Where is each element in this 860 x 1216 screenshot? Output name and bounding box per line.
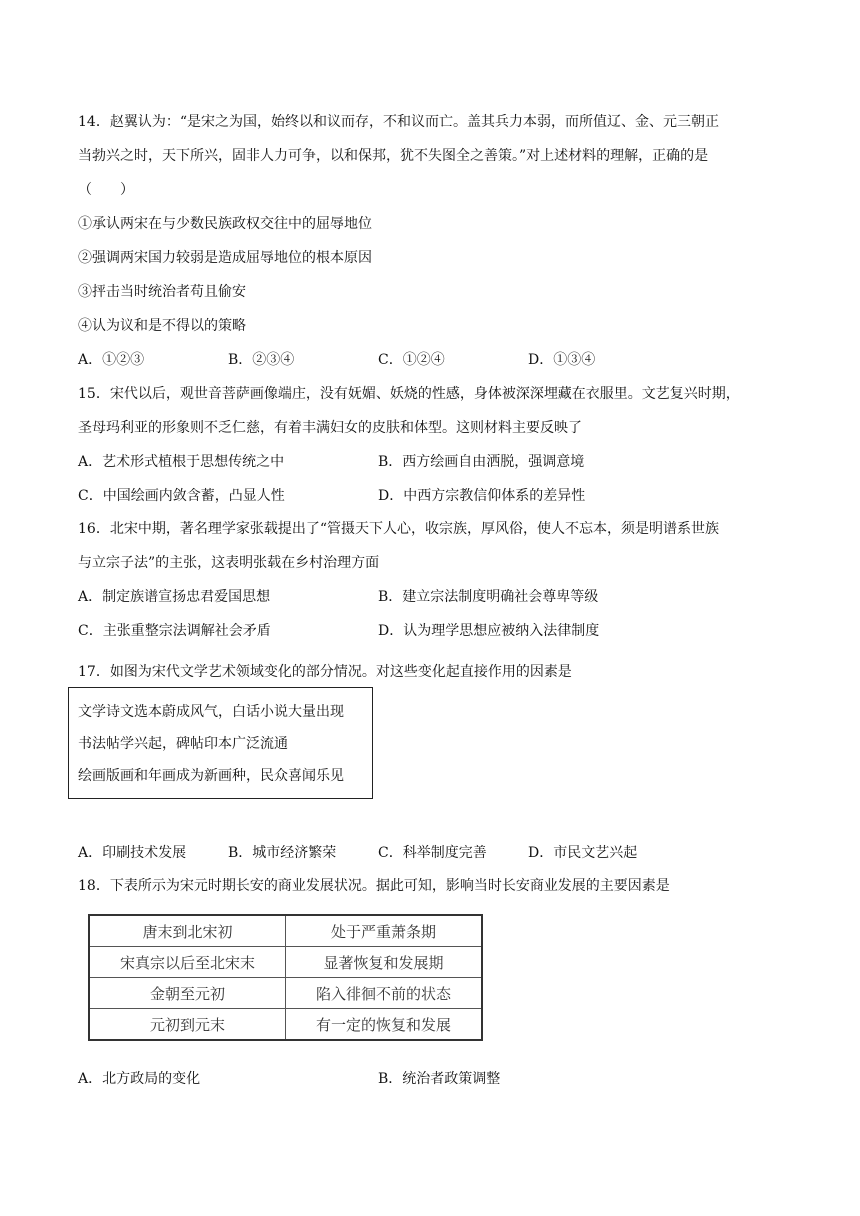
q14-option-c: C．①②④	[378, 352, 445, 368]
q17-box-line-3: 绘画版画和年画成为新画种，民众喜闻乐见	[78, 768, 344, 784]
q15-option-b: B．西方绘画自由洒脱，强调意境	[378, 454, 585, 470]
q14-stem-line2: 当勃兴之时，天下所兴，固非人力可争，以和保邦，犹不失图全之善策。”对上述材料的理解，正确的是	[78, 148, 709, 164]
table-cell-status: 显著恢复和发展期	[286, 947, 483, 978]
q16-option-c: C．主张重整宗法调解社会矛盾	[78, 623, 271, 639]
q15-option-a: A．艺术形式植根于思想传统之中	[78, 454, 285, 470]
q15-stem-line2: 圣母玛利亚的形象则不乏仁慈，有着丰满妇女的皮肤和体型。这则材料主要反映了	[78, 420, 582, 436]
q17-option-c: C．科举制度完善	[378, 845, 487, 861]
table-cell-status: 陷入徘徊不前的状态	[286, 978, 483, 1009]
q14-item-1: ①承认两宋在与少数民族政权交往中的屈辱地位	[78, 216, 372, 232]
q17-stem-line1: 17．如图为宋代文学艺术领域变化的部分情况。对这些变化起直接作用的因素是	[78, 664, 572, 680]
table-cell-status: 处于严重萧条期	[286, 915, 483, 947]
table-cell-period: 金朝至元初	[89, 978, 286, 1009]
q17-box-line-2: 书法帖学兴起，碑帖印本广泛流通	[78, 736, 288, 752]
q14-option-a: A．①②③	[78, 352, 145, 368]
q17-material-box	[68, 687, 373, 799]
q18-option-b: B．统治者政策调整	[378, 1071, 501, 1087]
table-cell-period: 唐末到北宋初	[89, 915, 286, 947]
q16-stem-line2: 与立宗子法”的主张，这表明张载在乡村治理方面	[78, 555, 380, 571]
table-cell-period: 元初到元末	[89, 1009, 286, 1041]
table-row	[89, 978, 482, 1009]
q14-item-4: ④认为议和是不得以的策略	[78, 318, 246, 334]
q16-option-d: D．认为理学思想应被纳入法律制度	[378, 623, 600, 639]
q16-stem-line1: 16．北宋中期，著名理学家张载提出了“管摄天下人心，收宗族，厚风俗，使人不忘本，须是明谱系世族	[78, 521, 719, 537]
q15-option-c: C．中国绘画内敛含蓄，凸显人性	[78, 488, 285, 504]
q17-option-d: D．市民文艺兴起	[528, 845, 638, 861]
q18-stem-line1: 18．下表所示为宋元时期长安的商业发展状况。据此可知，影响当时长安商业发展的主要因素是	[78, 878, 670, 894]
q17-box-line-1: 文学诗文选本蔚成风气，白话小说大量出现	[78, 704, 344, 720]
table-row	[89, 1009, 482, 1041]
table-cell-period: 宋真宗以后至北宋末	[89, 947, 286, 978]
q14-item-3: ③抨击当时统治者苟且偷安	[78, 284, 246, 300]
q17-option-a: A．印刷技术发展	[78, 845, 187, 861]
q16-option-a: A．制定族谱宣扬忠君爱国思想	[78, 589, 271, 605]
table-row	[89, 947, 482, 978]
q14-option-b: B．②③④	[228, 352, 295, 368]
q14-item-2: ②强调两宋国力较弱是造成屈辱地位的根本原因	[78, 250, 372, 266]
table-cell-status: 有一定的恢复和发展	[286, 1009, 483, 1041]
q15-stem-line1: 15．宋代以后，观世音菩萨画像端庄，没有妩媚、妖烧的性感，身体被深深埋藏在衣服里。文艺复兴时期，	[78, 386, 740, 402]
q14-stem-line1: 14．赵翼认为：“是宋之为国，始终以和议而存，不和议而亡。盖其兵力本弱，而所值辽、金、元三朝正	[78, 114, 719, 130]
q17-option-b: B．城市经济繁荣	[228, 845, 337, 861]
q18-table	[88, 914, 483, 1041]
q14-answer-paren: （ ）	[78, 182, 134, 198]
q18-option-a: A．北方政局的变化	[78, 1071, 201, 1087]
table-row	[89, 915, 482, 947]
q14-option-d: D．①③④	[528, 352, 596, 368]
q15-option-d: D．中西方宗教信仰体系的差异性	[378, 488, 586, 504]
q16-option-b: B．建立宗法制度明确社会尊卑等级	[378, 589, 599, 605]
